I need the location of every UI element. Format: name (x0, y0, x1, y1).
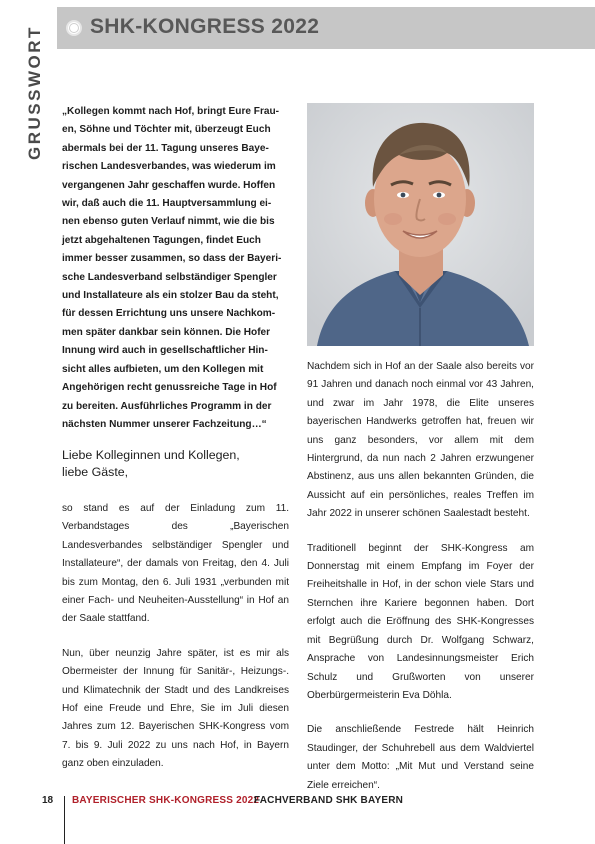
quote-line: „Kollegen kommt nach Hof, bringt Eure Frau- (62, 106, 280, 117)
quote-line: sche Landesverband selbständiger Spengler (62, 271, 277, 283)
quote-line: Innung wird auch in gesellschaftlicher Hin- (62, 345, 268, 357)
quote-line: immer besser zusammen, so dass der Bayeri- (62, 253, 282, 265)
quote-line: rischen Landesverbandes, was wiederum im (62, 161, 276, 173)
page-title: SHK-KONGRESS 2022 (90, 15, 320, 38)
quote-line: nächsten Nummer unserer Fachzeitung…“ (62, 418, 267, 430)
salutation-line: liebe Gäste, (62, 464, 129, 479)
page-number: 18 (42, 795, 54, 806)
section-label: GRUSSWORT (25, 25, 44, 160)
quote-line: vergangenen Jahr geschaffen wurde. Hoffen (62, 179, 276, 191)
quote-line: men später dankbar sein können. Die Hofer (62, 326, 271, 338)
paragraph: Nachdem sich in Hof an der Saale also bereits vor 91 Jahren und danach noch einmal vor 43 Jahren, und zwar im Jahr 1978, die Elite unseres bayerischen Handwerks getroffen hat, freuen wir uns ganz besonders, vor allem mit dem Hintergrund, da nun nach 2 Jahren erzwungener Abstinenz, aus uns allen bekannten Gründen, die Aussicht auf ein persönliches, reales Treffen im Jahr 2022 in unserer schönen Saalestadt besteht. (307, 361, 534, 520)
quote-line: zu bereiten. Ausführliches Programm in der (62, 400, 272, 412)
paragraph: Nun, über neunzig Jahre später, ist es mir als Obermeister der Innung für Sanitär-, Heizungs-. und Klimatechnik der Stadt und des Landkreises Hof eine Freude und Ehre, Sie im Juli diesen Jahres zum 12. Bayerischen SHK-Kongress vom 7. bis 9. Juli 2022 zu uns nach Hof, in Bayern ganz oben einzuladen. (62, 647, 289, 770)
author-portrait-photo (307, 103, 534, 346)
intro-quote (62, 103, 289, 434)
paragraph: so stand es auf der Einladung zum 11. Verbandstages des „Bayerischen Landesverbandes selbständiger Spengler und Installateure“, der damals von Freitag, den 4. Juli bis zum Montag, den 6. Juli 1931 „verbunden mit einer Fach- und Neuheiten-Ausstellung“ in Hof an der Saale stattfand. (62, 503, 289, 625)
footer-divider (64, 796, 65, 844)
salutation (62, 447, 292, 480)
paragraph: Die anschließende Festrede hält Heinrich Staudinger, der Schuhrebell aus dem Waldviertel unter dem Motto: „Mit Mut und Verstand seine Ziele erreichen“. (307, 724, 534, 791)
quote-line: sicht alles aufbieten, um den Kollegen mit (62, 363, 264, 375)
left-column (62, 500, 289, 774)
paragraph: Traditionell beginnt der SHK-Kongress am Donnerstag mit einem Empfang im Foyer der Freiheitshalle in Hof, in der schon viele Stars und Sternchen ihre Kariere begonnen haben. Dort erfolgt auch die Eröffnung des SHK-Kongresses mit Begrüßung durch Dr. Wolfgang Schwarz, Ansprache von Landesinnungsmeister Erich Schulz und Grußworten von unserer Oberbürgermeisterin Eva Döhla. (307, 542, 534, 701)
footer-organization: FACHVERBAND SHK BAYERN (254, 795, 404, 806)
quote-line: Angehörigen recht genussreiche Tage in Hof (62, 382, 277, 394)
right-column (307, 358, 534, 795)
quote-line: und Installateure als ein stolzer Bau da steht, (62, 290, 279, 302)
circle-bullet-icon (66, 20, 82, 36)
quote-line: jetzt abgehaltenen Tagungen, findet Euch (62, 234, 261, 246)
footer-publication: BAYERISCHER SHK-KONGRESS 2022 (72, 795, 260, 806)
quote-line: für dessen Errichtung uns unsere Nachkom- (62, 308, 276, 320)
quote-line: wir, daß auch die 11. Hauptversammlung ei- (62, 198, 272, 210)
quote-line: abermals bei der 11. Tagung unseres Baye- (62, 142, 269, 154)
header-bar (57, 7, 595, 49)
quote-line: nen ebenso guten Verlauf nimmt, wie die bis (62, 216, 275, 228)
salutation-line: Liebe Kolleginnen und Kollegen, (62, 448, 240, 462)
quote-line: en, Söhne und Töchter mit, überzeugt Euch (62, 124, 271, 136)
